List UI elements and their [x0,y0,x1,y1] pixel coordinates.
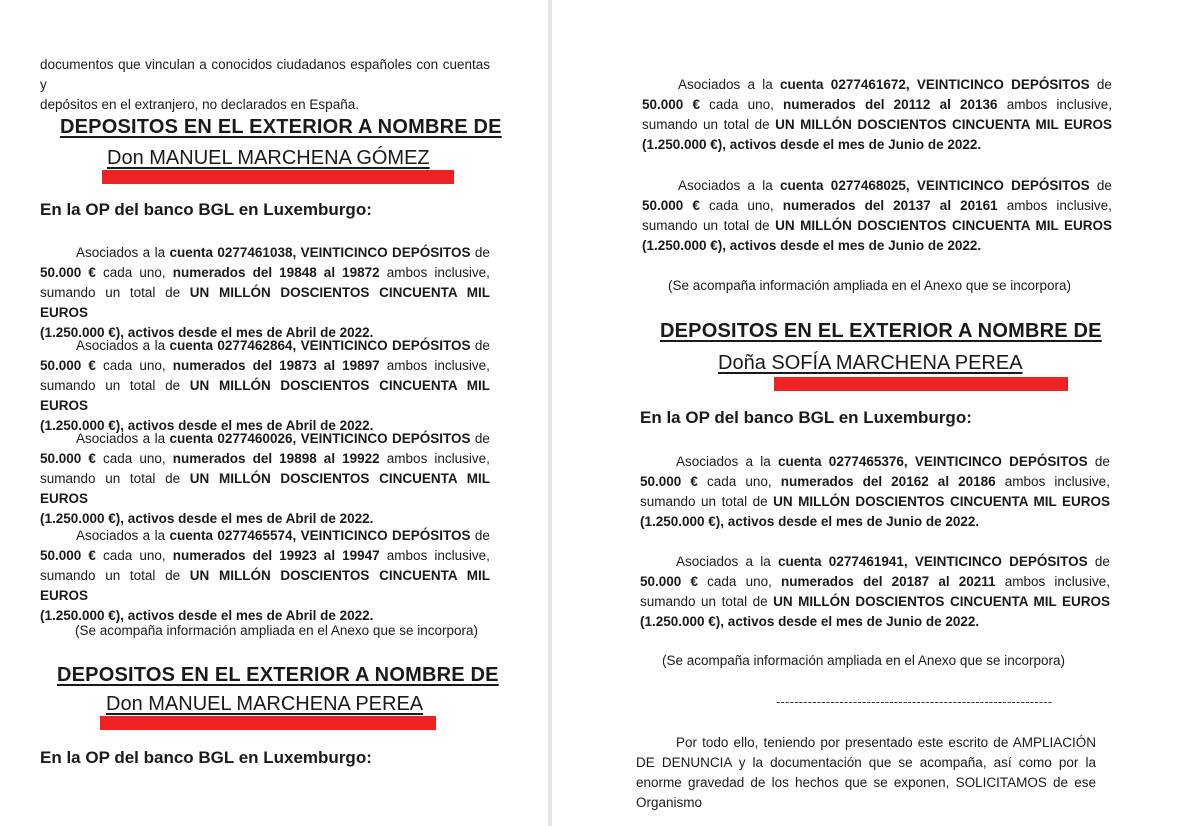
deposit-amount: 50.000 € [40,451,96,466]
phrase: de [1096,178,1112,193]
annex-note: (Se acompaña información ampliada en el Anexo que se incorpora) [75,623,478,638]
deposit-line [40,376,490,416]
phrase: cada uno, [707,574,772,589]
deposit-line [640,612,1110,632]
active-date: (1.250.000 €), activos desde el mes de Abril de 2022. [40,511,374,526]
account-number: cuenta 0277461038, [169,245,297,260]
phrase: de [474,431,490,446]
deposit-line [640,492,1110,512]
total-words: UN MILLÓN DOSCIENTOS CINCUENTA MIL EUROS [775,218,1112,233]
redaction-bar [100,716,436,730]
annex-note: (Se acompaña información ampliada en el Anexo que se incorpora) [668,278,1071,293]
account-number: cuenta 0277468025, [780,178,910,193]
separator-line: ------------------------------------------------------------- [776,694,1053,709]
phrase: sumando un total de [642,218,770,233]
active-date: (1.250.000 €), activos desde el mes de Junio de 2022. [642,238,982,253]
account-holder-name: Don MANUEL MARCHENA PEREA [106,693,424,715]
deposit-line [640,572,1110,592]
phrase: ambos inclusive, [386,265,490,280]
intro-line: documentos que vinculan a conocidos ciudadanos españoles con cuentas y [40,57,490,92]
active-date: (1.250.000 €), activos desde el mes de Junio de 2022. [640,514,980,529]
phrase: ambos inclusive, [386,451,490,466]
phrase: de [474,245,490,260]
phrase: de [1094,554,1110,569]
phrase: sumando un total de [642,117,770,132]
deposit-line [640,552,1110,572]
phrase: de [1096,77,1112,92]
phrase: cada uno, [102,548,166,563]
deposit-line [640,452,1110,472]
closing-line: enorme gravedad de los hechos que se exponen, SOLICITAMOS de ese [636,775,1096,790]
deposit-line [642,95,1112,115]
deposit-line [40,469,490,509]
phrase: Asociados a la [76,528,166,543]
deposit-line [640,512,1110,532]
deposit-count: VEINTICINCO DEPÓSITOS [300,528,471,543]
active-date: (1.250.000 €), activos desde el mes de Abril de 2022. [40,325,374,340]
total-words: UN MILLÓN DOSCIENTOS CINCUENTA MIL EUROS [773,594,1110,609]
deposit-line [640,472,1110,492]
phrase: ambos inclusive, [1006,198,1112,213]
active-date: (1.250.000 €), activos desde el mes de Junio de 2022. [642,137,982,152]
account-number: cuenta 0277461941, [778,554,908,569]
deposit-amount: 50.000 € [40,548,96,563]
phrase: sumando un total de [40,568,181,583]
phrase: ambos inclusive, [386,548,490,563]
deposit-amount: 50.000 € [642,198,700,213]
account-number: cuenta 0277461672, [780,77,910,92]
redaction-bar [774,377,1068,391]
section-heading: DEPOSITOS EN EL EXTERIOR A NOMBRE DE [60,116,502,138]
account-holder-name: Don MANUEL MARCHENA GÓMEZ [107,147,430,169]
active-date: (1.250.000 €), activos desde el mes de Abril de 2022. [40,608,374,623]
deposit-line [640,592,1110,612]
deposit-range: numerados del 19923 al 19947 [172,548,380,563]
deposit-line [642,115,1112,135]
phrase: ambos inclusive, [1006,97,1112,112]
deposit-line [642,135,1112,155]
phrase: Asociados a la [76,245,166,260]
phrase: Asociados a la [676,554,771,569]
phrase: Asociados a la [678,77,773,92]
phrase: cada uno, [708,198,774,213]
deposit-paragraph [40,336,490,436]
phrase: cada uno, [709,97,774,112]
deposit-range: numerados del 19898 al 19922 [172,451,380,466]
deposit-paragraph [642,176,1112,256]
deposit-range: numerados del 20112 al 20136 [783,97,998,112]
deposit-line [40,429,490,449]
deposit-line [40,356,490,376]
deposit-amount: 50.000 € [640,474,698,489]
closing-line: DE DENUNCIA y la documentación que se acompaña, así como por la [636,755,1096,770]
deposit-paragraph [40,429,490,529]
account-number: cuenta 0277462864, [169,338,297,353]
phrase: Asociados a la [676,454,771,469]
deposit-line [40,566,490,606]
deposit-line [40,546,490,566]
phrase: ambos inclusive, [1004,574,1110,589]
deposit-count: VEINTICINCO DEPÓSITOS [300,431,471,446]
total-words: UN MILLÓN DOSCIENTOS CINCUENTA MIL EUROS [40,568,490,603]
account-holder-name: Doña SOFÍA MARCHENA PEREA [718,352,1023,374]
deposit-line [642,196,1112,216]
phrase: Asociados a la [678,178,773,193]
phrase: cada uno, [102,358,166,373]
deposit-amount: 50.000 € [642,97,700,112]
deposit-amount: 50.000 € [40,265,96,280]
deposit-paragraph [640,452,1110,532]
total-words: UN MILLÓN DOSCIENTOS CINCUENTA MIL EUROS [773,494,1110,509]
phrase: de [474,338,490,353]
phrase: ambos inclusive, [386,358,490,373]
deposit-range: numerados del 20137 al 20161 [782,198,998,213]
bank-line: En la OP del banco BGL en Luxemburgo: [40,748,372,767]
deposit-line [642,176,1112,196]
phrase: sumando un total de [40,285,181,300]
phrase: sumando un total de [40,378,181,393]
bank-line: En la OP del banco BGL en Luxemburgo: [640,408,972,427]
deposit-line [40,283,490,323]
total-words: UN MILLÓN DOSCIENTOS CINCUENTA MIL EUROS [40,471,490,506]
phrase: sumando un total de [640,594,768,609]
annex-note: (Se acompaña información ampliada en el Anexo que se incorpora) [662,653,1065,668]
deposit-count: VEINTICINCO DEPÓSITOS [300,338,471,353]
left-page [0,0,548,826]
phrase: Asociados a la [76,431,166,446]
deposit-amount: 50.000 € [640,574,698,589]
deposit-count: VEINTICINCO DEPÓSITOS [300,245,471,260]
deposit-range: numerados del 19873 al 19897 [172,358,380,373]
deposit-line [40,243,490,263]
intro-paragraph [40,55,490,115]
deposit-paragraph [40,243,490,343]
deposit-line [40,263,490,283]
deposit-line [40,336,490,356]
phrase: cada uno, [102,265,166,280]
deposit-line [40,449,490,469]
active-date: (1.250.000 €), activos desde el mes de Abril de 2022. [40,418,374,433]
bank-line: En la OP del banco BGL en Luxemburgo: [40,200,372,219]
account-number: cuenta 0277465376, [778,454,908,469]
phrase: Asociados a la [76,338,166,353]
closing-line: Organismo [636,795,703,810]
deposit-paragraph [642,75,1112,155]
phrase: de [474,528,490,543]
deposit-range: numerados del 20162 al 20186 [780,474,996,489]
phrase: cada uno, [102,451,166,466]
deposit-count: VEINTICINCO DEPÓSITOS [914,454,1088,469]
total-words: UN MILLÓN DOSCIENTOS CINCUENTA MIL EUROS [40,378,490,413]
deposit-count: VEINTICINCO DEPÓSITOS [914,554,1088,569]
deposit-paragraph [40,526,490,626]
account-number: cuenta 0277465574, [169,528,297,543]
deposit-line [642,75,1112,95]
deposit-paragraph [640,552,1110,632]
total-words: UN MILLÓN DOSCIENTOS CINCUENTA MIL EUROS [40,285,490,320]
deposit-range: numerados del 20187 al 20211 [781,574,996,589]
closing-paragraph [636,733,1096,813]
closing-line: Por todo ello, teniendo por presentado este escrito de AMPLIACIÓN [676,735,1096,750]
phrase: sumando un total de [640,494,768,509]
phrase: cada uno, [706,474,772,489]
deposit-count: VEINTICINCO DEPÓSITOS [916,178,1090,193]
deposit-amount: 50.000 € [40,358,96,373]
phrase: ambos inclusive, [1004,474,1110,489]
deposit-count: VEINTICINCO DEPÓSITOS [916,77,1090,92]
intro-line: depósitos en el extranjero, no declarados en España. [40,97,359,112]
account-number: cuenta 0277460026, [169,431,297,446]
total-words: UN MILLÓN DOSCIENTOS CINCUENTA MIL EUROS [775,117,1112,132]
phrase: sumando un total de [40,471,181,486]
section-heading: DEPOSITOS EN EL EXTERIOR A NOMBRE DE [57,664,499,686]
right-page [552,0,1200,826]
deposit-range: numerados del 19848 al 19872 [172,265,380,280]
redaction-bar [102,170,454,184]
deposit-line [642,216,1112,236]
deposit-line [40,526,490,546]
section-heading: DEPOSITOS EN EL EXTERIOR A NOMBRE DE [660,320,1102,342]
active-date: (1.250.000 €), activos desde el mes de Junio de 2022. [640,614,980,629]
phrase: de [1094,454,1110,469]
deposit-line [642,236,1112,256]
